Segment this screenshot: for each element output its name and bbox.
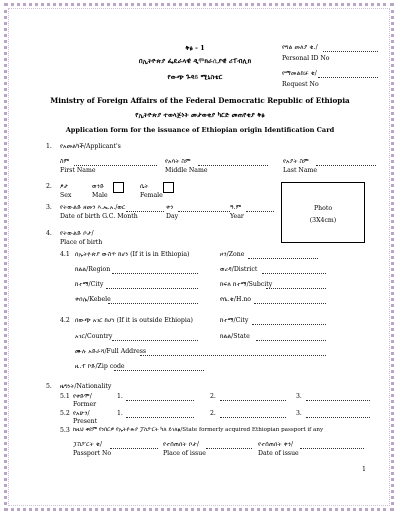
- ministry-name-en: Ministry of Foreign Affairs of the Federal Democratic Republic of Ethiopia: [50, 96, 350, 105]
- present-label-en: Present: [73, 418, 98, 425]
- state-label: ክልል/State: [220, 333, 250, 340]
- male-label-am: ወንድ: [92, 183, 105, 190]
- male-label-en: Male: [92, 192, 108, 199]
- former-nationality-1-field[interactable]: [126, 394, 194, 401]
- first-name-field[interactable]: [74, 159, 157, 166]
- request-no-label-en: Request No: [282, 81, 319, 88]
- country-label: አገር/Country: [75, 333, 113, 340]
- photo-label: Photo: [313, 205, 333, 212]
- day-label-en: Day: [166, 213, 179, 220]
- place-of-issue-field[interactable]: [206, 442, 252, 449]
- last-name-label-am: የአያት ስም: [283, 158, 309, 165]
- personal-id-label-am: የግል መለያ ቁ./: [282, 44, 318, 51]
- year-label-en: Year: [230, 213, 244, 220]
- year-label-am: ዓ.ም: [230, 204, 242, 211]
- subcity-field[interactable]: [266, 282, 326, 289]
- zip-code-label: ዚ.ፕ ኮድ/Zip code: [75, 363, 125, 370]
- former-label-am: የቀድሞ/: [73, 393, 92, 400]
- subsection-5-1-number: 5.1: [60, 393, 70, 400]
- section-1-label: የአመልካች/Applicant's: [60, 143, 121, 150]
- subsection-4-2-number: 4.2: [60, 317, 70, 324]
- dob-label-en: Date of birth G.C. Month: [60, 213, 138, 220]
- present-option-1-number: 1.: [117, 410, 123, 417]
- full-address-field[interactable]: [140, 349, 326, 356]
- section-1-number: 1.: [46, 143, 52, 150]
- district-label: ወረዳ/District: [220, 266, 258, 273]
- section-5-number: 5.: [46, 383, 52, 390]
- form-title-am: የኢትዮጵያ ተወላጅነት መታወቂያ ካርድ መጠየቂያ ቅፅ: [135, 111, 265, 119]
- section-3-number: 3.: [46, 204, 52, 211]
- city-outside-label: ከተማ/City: [220, 317, 249, 324]
- middle-name-field[interactable]: [198, 159, 268, 166]
- country-name-am: በኢትዮጵያ ፌዴራላዊ ዲሞክራሲያዊ ሪፐብሊክ: [138, 57, 252, 65]
- request-no-field[interactable]: [318, 71, 378, 78]
- date-of-issue-label-am: የተሰጠበት ቀን/: [258, 441, 294, 448]
- section-4-number: 4.: [46, 230, 52, 237]
- subsection-5-3-number: 5.3: [60, 427, 70, 434]
- subsection-5-2-number: 5.2: [60, 410, 70, 417]
- dob-label-am: የትውልድ ዘመን እ.ኤ.አ./ወር: [60, 204, 126, 211]
- passport-no-label-en: Passport No: [73, 450, 112, 457]
- last-name-field[interactable]: [316, 159, 376, 166]
- passport-no-field[interactable]: [110, 442, 158, 449]
- in-ethiopia-label: በኢትዮጵያ ውስጥ ከሆነ (If it is in Ethiopia): [75, 251, 190, 258]
- male-checkbox[interactable]: [113, 182, 124, 193]
- dob-year-field[interactable]: [246, 205, 274, 212]
- city-label: ከተማ/City: [75, 281, 104, 288]
- ministry-name-am: የውጭ ጉዳይ ሚኒስቴር: [167, 73, 223, 81]
- last-name-label-en: Last Name: [283, 167, 318, 174]
- date-of-issue-label-en: Date of issue: [258, 450, 299, 457]
- city-field[interactable]: [106, 282, 198, 289]
- passport-no-label-am: ፓስፖርት ቁ/: [73, 441, 103, 448]
- kebele-field[interactable]: [108, 297, 198, 304]
- section-2-number: 2.: [46, 183, 52, 190]
- outside-ethiopia-label: በውጭ አገር ከሆነ (If it is outside Ethiopia): [75, 317, 193, 324]
- place-of-birth-label-am: የትውልድ ቦታ/: [60, 230, 94, 237]
- female-checkbox[interactable]: [163, 182, 174, 193]
- present-nationality-2-field[interactable]: [220, 411, 286, 418]
- place-of-issue-label-en: Place of issue: [163, 450, 206, 457]
- personal-id-field[interactable]: [323, 45, 378, 52]
- photo-box[interactable]: [281, 182, 365, 243]
- first-name-label-en: First Name: [60, 167, 96, 174]
- zip-code-field[interactable]: [114, 364, 204, 371]
- region-field[interactable]: [112, 267, 198, 274]
- zone-label: ዞን/Zone: [220, 251, 245, 258]
- former-nationality-2-field[interactable]: [220, 394, 286, 401]
- house-no-field[interactable]: [254, 297, 326, 304]
- nationality-label: ዜግነት/Nationality: [60, 383, 112, 390]
- female-label-am: ሴት: [140, 183, 149, 190]
- former-label-en: Former: [73, 401, 97, 408]
- district-field[interactable]: [262, 267, 326, 274]
- sex-label-en: Sex: [60, 192, 72, 199]
- first-name-label-am: ስም: [60, 158, 70, 165]
- personal-id-label-en: Personal ID No: [282, 55, 330, 62]
- sex-label-am: ፆታ: [60, 183, 69, 190]
- subcity-label: ክፍለ ከተማ/Subcity: [220, 281, 273, 288]
- form-title-en: Application form for the issuance of Ethiopian origin Identification Card: [65, 126, 335, 134]
- house-no-label: የቤ.ቁ/H.no: [220, 296, 252, 303]
- present-nationality-1-field[interactable]: [126, 411, 194, 418]
- page-number: 1: [362, 466, 366, 473]
- former-option-2-number: 2.: [210, 393, 216, 400]
- full-address-label: ሙሉ አድራሻ/Full Address: [75, 348, 147, 355]
- zone-field[interactable]: [248, 252, 318, 259]
- city-outside-field[interactable]: [252, 318, 326, 325]
- present-option-2-number: 2.: [210, 410, 216, 417]
- present-nationality-3-field[interactable]: [306, 411, 370, 418]
- dob-month-field[interactable]: [126, 205, 164, 212]
- former-passport-question: ከዚህ ቀደም የነበርዎ የኢትዮጵያ ፓስፖርት ካለ ይገለፅ/State formerly acquired Ethiopian passport if any: [73, 427, 324, 433]
- photo-size: (3X4cm): [309, 217, 337, 224]
- day-label-am: ቀን: [166, 204, 174, 211]
- date-of-issue-field[interactable]: [300, 442, 364, 449]
- former-option-1-number: 1.: [117, 393, 123, 400]
- present-label-am: የአሁን/: [73, 410, 90, 417]
- place-of-birth-label-en: Place of birth: [60, 239, 103, 246]
- former-option-3-number: 3.: [296, 393, 302, 400]
- subsection-4-1-number: 4.1: [60, 251, 70, 258]
- former-nationality-3-field[interactable]: [306, 394, 370, 401]
- female-label-en: Female: [140, 192, 163, 199]
- region-label: ክልል/Region: [75, 266, 111, 273]
- country-field[interactable]: [112, 334, 198, 341]
- present-option-3-number: 3.: [296, 410, 302, 417]
- dob-day-field[interactable]: [178, 205, 230, 212]
- place-of-issue-label-am: የተሰጠበት ቦታ/: [163, 441, 199, 448]
- middle-name-label-am: የአባት ስም: [165, 158, 191, 165]
- middle-name-label-en: Middle Name: [165, 167, 208, 174]
- request-no-label-am: የማመልከቻ ቁ/: [282, 70, 317, 77]
- state-field[interactable]: [256, 334, 326, 341]
- form-number: ቅፅ - 1: [185, 44, 205, 52]
- kebele-label: ቀበሌ/Kebele: [75, 296, 111, 303]
